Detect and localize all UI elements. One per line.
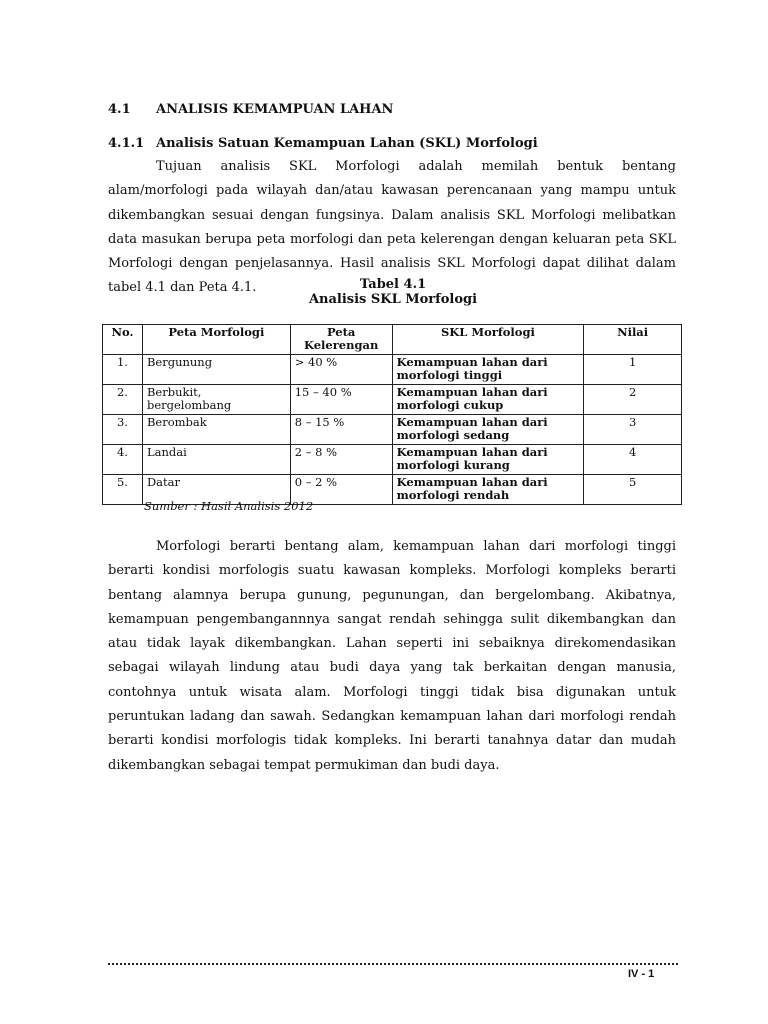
cell-peta-kelerengan: > 40 %	[290, 355, 392, 385]
table-row	[103, 445, 682, 475]
cell-nilai: 4	[584, 445, 682, 475]
subsection-heading	[108, 136, 538, 151]
header-no: No.	[103, 325, 143, 355]
subsection-title: Analisis Satuan Kemampuan Lahan (SKL) Morfologi	[156, 136, 538, 151]
cell-no: 2.	[103, 385, 143, 415]
page-number: IV - 1	[628, 968, 655, 980]
cell-no: 5.	[103, 475, 143, 505]
cell-peta-kelerengan: 8 – 15 %	[290, 415, 392, 445]
table-row	[103, 355, 682, 385]
skl-morfologi-table	[102, 324, 682, 505]
cell-nilai: 5	[584, 475, 682, 505]
cell-peta-kelerengan: 0 – 2 %	[290, 475, 392, 505]
intro-paragraph: Tujuan analisis SKL Morfologi adalah memilah bentuk bentang alam/morfologi pada wilayah dan/atau kawasan perencanaan yang mampu untuk dikembangkan sesuai dengan fungsinya. Dalam analisis SKL Morfologi melibatkan data masukan berupa peta morfologi dan peta kelerengan dengan keluaran peta SKL Morfologi dengan penjelasannya. Hasil analisis SKL Morfologi dapat dilihat dalam tabel 4.1 dan Peta 4.1.	[108, 159, 676, 296]
table-row	[103, 385, 682, 415]
cell-peta-morfologi: Berbukit, bergelombang	[142, 385, 290, 415]
cell-peta-morfologi: Datar	[142, 475, 290, 505]
section-heading	[108, 102, 393, 117]
footer-divider	[108, 963, 678, 965]
section-title: ANALISIS KEMAMPUAN LAHAN	[156, 102, 394, 117]
cell-nilai: 2	[584, 385, 682, 415]
cell-skl-morfologi: Kemampuan lahan dari morfologi tinggi	[392, 355, 584, 385]
cell-nilai: 3	[584, 415, 682, 445]
cell-no: 3.	[103, 415, 143, 445]
cell-skl-morfologi: Kemampuan lahan dari morfologi cukup	[392, 385, 584, 415]
table-row	[103, 415, 682, 445]
cell-skl-morfologi: Kemampuan lahan dari morfologi kurang	[392, 445, 584, 475]
table-caption-title: Analisis SKL Morfologi	[308, 292, 478, 307]
cell-no: 4.	[103, 445, 143, 475]
cell-nilai: 1	[584, 355, 682, 385]
cell-peta-kelerengan: 15 – 40 %	[290, 385, 392, 415]
header-peta-morfologi: Peta Morfologi	[142, 325, 290, 355]
table-header-row	[103, 325, 682, 355]
body-paragraph: Morfologi berarti bentang alam, kemampuan lahan dari morfologi tinggi berarti kondisi morfologis suatu kawasan kompleks. Morfologi kompleks berarti bentang alamnya berupa gunung, pegunungan, dan bergelombang. Akibatnya, kemampuan pengembangannnya sangat rendah sehingga sulit dikembangkan dan atau tidak layak dikembangkan. Lahan seperti ini sebaiknya direkomendasikan sebagai wilayah lindung atau budi daya yang tak berkaitan dengan manusia, contohnya untuk wisata alam. Morfologi tinggi tidak bisa digunakan untuk peruntukan ladang dan sawah. Sedangkan kemampuan lahan dari morfologi rendah berarti kondisi morfologis tidak kompleks. Ini berarti tanahnya datar dan mudah dikembangkan sebagai tempat permukiman dan budi daya.	[108, 539, 676, 773]
cell-peta-morfologi: Berombak	[142, 415, 290, 445]
table-caption-number: Tabel 4.1	[359, 277, 427, 292]
cell-skl-morfologi: Kemampuan lahan dari morfologi rendah	[392, 475, 584, 505]
cell-peta-morfologi: Landai	[142, 445, 290, 475]
cell-no: 1.	[103, 355, 143, 385]
section-number: 4.1	[108, 102, 131, 117]
cell-peta-morfologi: Bergunung	[142, 355, 290, 385]
cell-peta-kelerengan: 2 – 8 %	[290, 445, 392, 475]
header-nilai: Nilai	[584, 325, 682, 355]
cell-skl-morfologi: Kemampuan lahan dari morfologi sedang	[392, 415, 584, 445]
subsection-number: 4.1.1	[108, 136, 145, 151]
header-peta-kelerengan: Peta Kelerengan	[290, 325, 392, 355]
table-source-note: Sumber : Hasil Analisis 2012	[144, 499, 314, 513]
header-skl-morfologi: SKL Morfologi	[392, 325, 584, 355]
